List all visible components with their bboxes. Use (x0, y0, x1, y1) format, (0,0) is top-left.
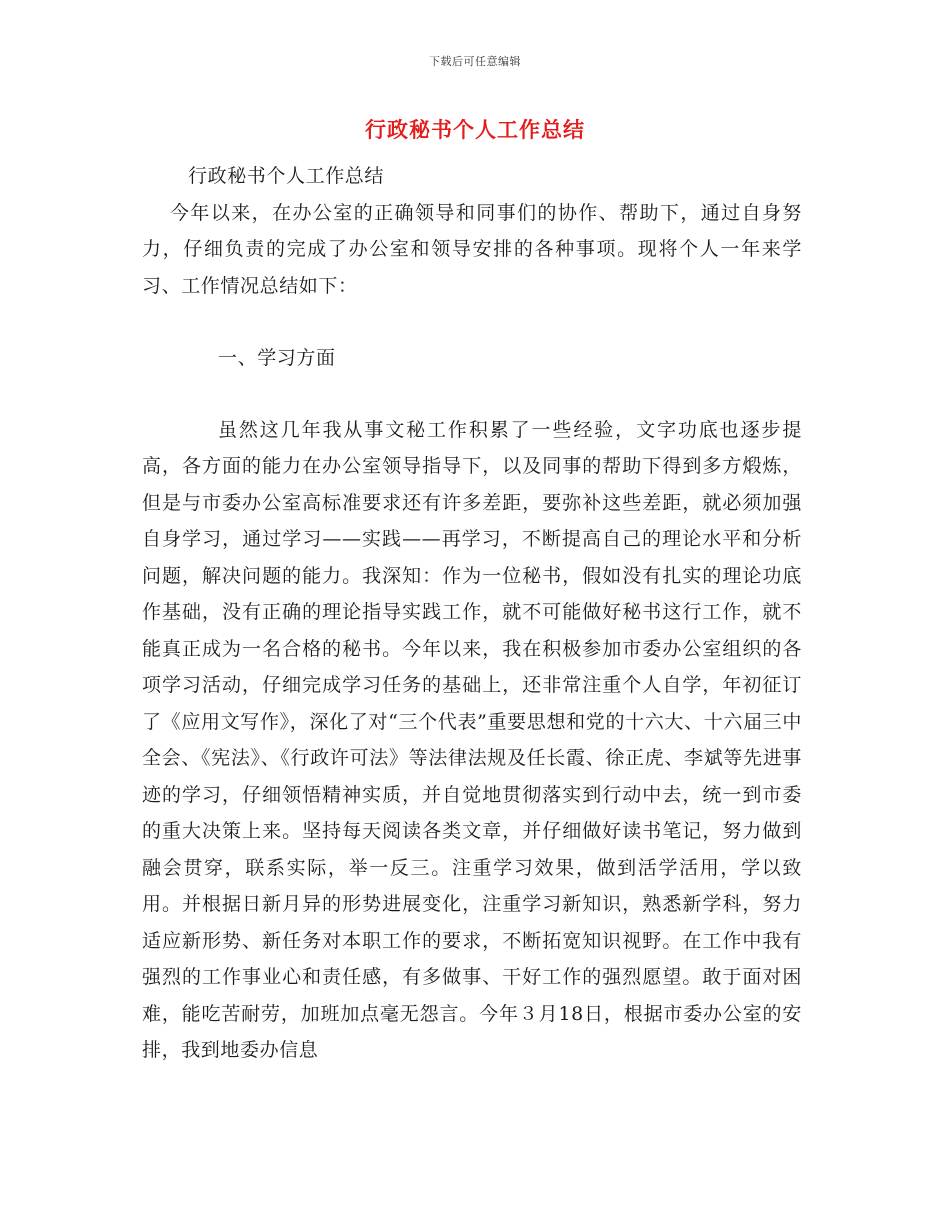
page-header-note: 下载后可任意编辑 (429, 55, 521, 68)
document-body (142, 158, 802, 1069)
section-body-study: 虽然这几年我从事文秘工作积累了一些经验，文字功底也逐步提高，各方面的能力在办公室领导指导下，以及同事的帮助下得到多方煅炼，但是与市委办公室高标准要求还有许多差距，要弥补这些差距，就必须加强自身学习，通过学习——实践——再学习，不断提高自己的理论水平和分析问题，解决问题的能力。我深知：作为一位秘书，假如没有扎实的理论功底作基础，没有正确的理论指导实践工作，就不可能做好秘书这行工作，就不能真正成为一名合格的秘书。今年以来，我在积极参加市委办公室组织的各项学习活动，仔细完成学习任务的基础上，还非常注重个人自学，年初征订了《应用文写作》，深化了对“三个代表”重要思想和党的十六大、十六届三中全会、《宪法》、《行政许可法》等法律法规及任长霞、徐正虎、李斌等先进事迹的学习，仔细领悟精神实质，并自觉地贯彻落实到行动中去，统一到市委的重大决策上来。坚持每天阅读各类文章，并仔细做好读书笔记，努力做到融会贯穿，联系实际，举一反三。注重学习效果，做到活学活用，学以致用。并根据日新月异的形势进展变化，注重学习新知识，熟悉新学科，努力适应新形势、新任务对本职工作的要求，不断拓宽知识视野。在工作中我有强烈的工作事业心和责任感，有多做事、干好工作的强烈愿望。敢于面对困难，能吃苦耐劳，加班加点毫无怨言。今年３月18日，根据市委办公室的安排，我到地委办信息 (142, 418, 802, 1061)
intro-paragraph: 今年以来，在办公室的正确领导和同事们的协作、帮助下，通过自身努力，仔细负责的完成了办公室和领导安排的各种事项。现将个人一年来学习、工作情况总结如下： (142, 201, 802, 297)
document-title: 行政秘书个人工作总结 (365, 117, 585, 142)
section-heading-study: 一、学习方面 (218, 347, 336, 369)
document-subtitle: 行政秘书个人工作总结 (188, 165, 385, 187)
